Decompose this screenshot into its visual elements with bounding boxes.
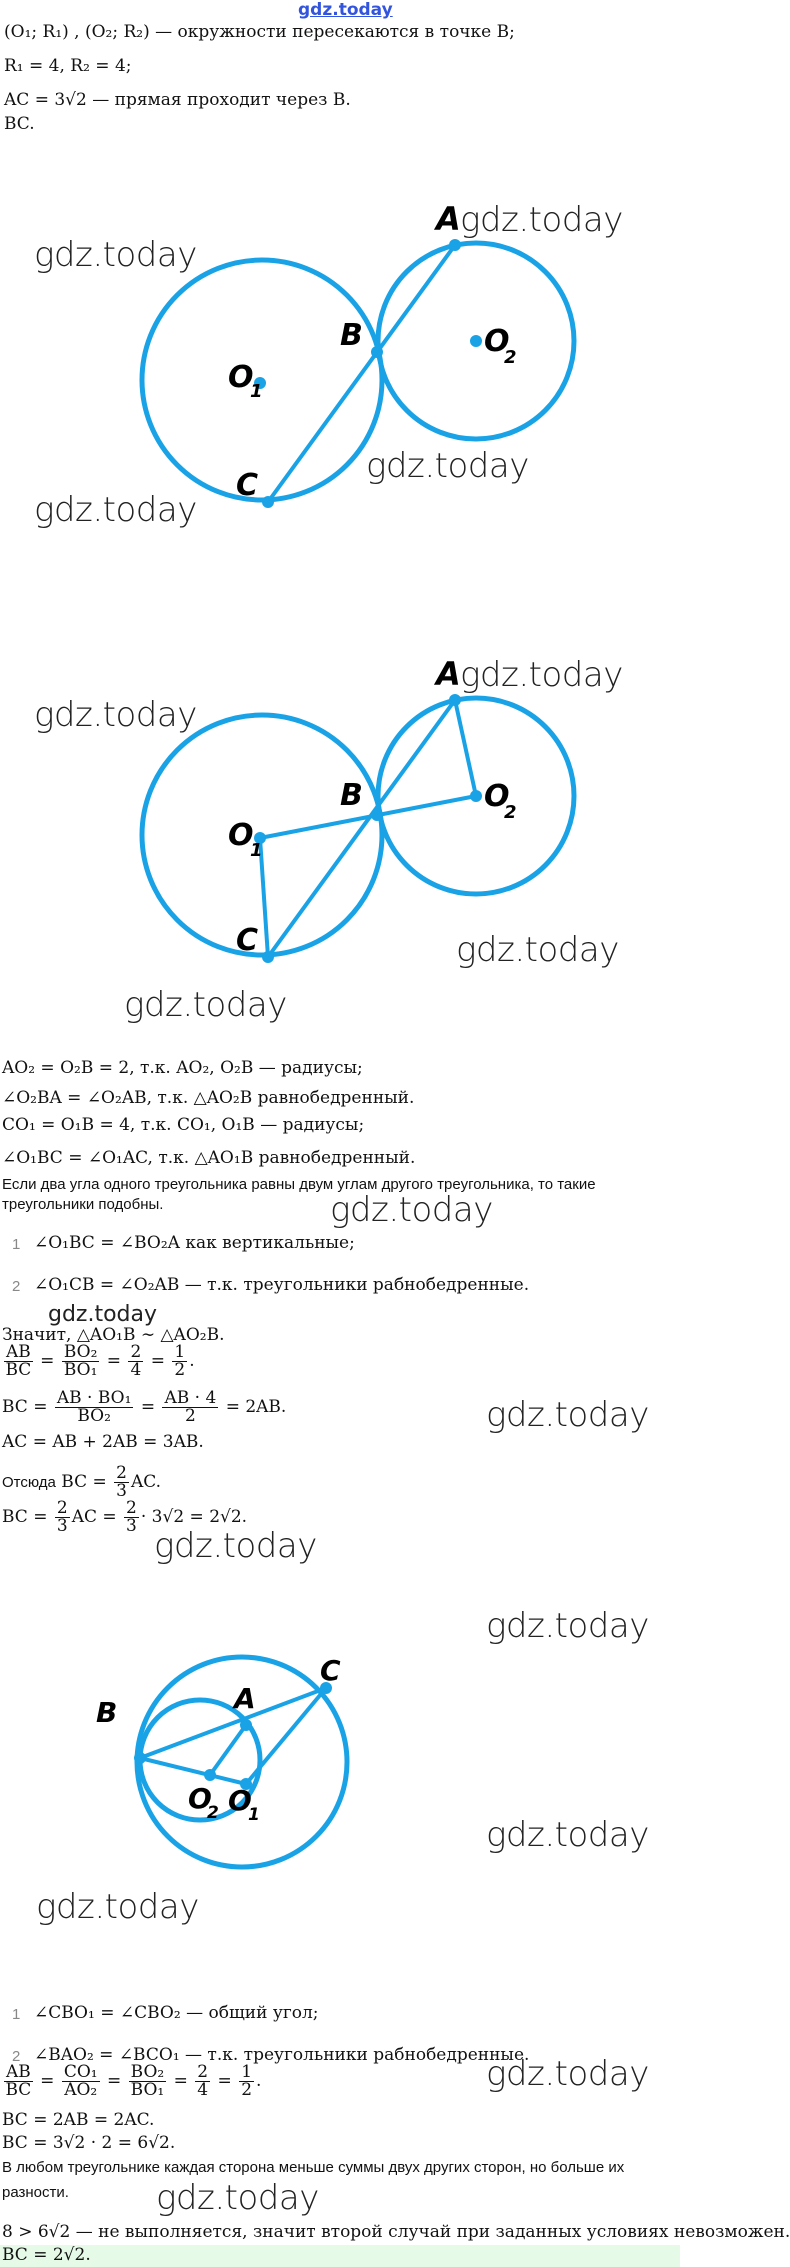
point-a (449, 694, 461, 706)
label-o1: O (228, 1784, 252, 1817)
point-b (134, 1752, 146, 1764)
label-o2: O (484, 779, 510, 814)
label-o1-sub: 1 (250, 381, 263, 402)
watermark: gdz.today (34, 235, 197, 275)
label-o1-sub: 1 (250, 840, 263, 861)
watermark: gdz.today (366, 446, 529, 486)
watermark: gdz.today (456, 930, 619, 970)
label-o2-sub: 2 (504, 802, 517, 823)
watermark: gdz.today (330, 1190, 493, 1230)
given-circles: (O₁; R₁) , (O₂; R₂) — окружности пересекаются в точке B; (4, 22, 515, 42)
point-a (449, 239, 461, 251)
watermark: gdz.today (460, 655, 623, 695)
list-number: 2 (12, 2048, 21, 2065)
given-radii: R₁ = 4, R₂ = 4; (4, 56, 132, 76)
label-a: A (436, 200, 461, 238)
solution-line: Если два угла одного треугольника равны двум углам другого треугольника, то такие (2, 1176, 596, 1193)
list-number: 1 (12, 1236, 21, 1253)
solution-line: BC = 3√2 · 2 = 6√2. (2, 2133, 176, 2153)
point-o2 (204, 1769, 216, 1781)
label-o2-sub: 2 (504, 347, 517, 368)
watermark: gdz.today (48, 1302, 158, 1327)
watermark: gdz.today (156, 2178, 319, 2218)
solution-line: ∠O₁BC = ∠O₁AC, т.к. △AO₁B равнобедренный. (2, 1148, 416, 1168)
solution-line: AO₂ = O₂B = 2, т.к. AO₂, O₂B — радиусы; (2, 1058, 363, 1078)
bc-result-line: BC = $\frac{2}{3}$ AC = $\frac{2}{3}$ · 3√2 = 2√2. (2, 1498, 248, 1536)
label-o2: O (484, 324, 510, 359)
site-logo[interactable]: gdz.today (298, 0, 393, 20)
solution-line: CO₁ = O₁B = 4, т.к. CO₁, O₁B — радиусы; (2, 1115, 365, 1135)
label-b: B (340, 778, 363, 813)
solution-line: разности. (2, 2184, 69, 2201)
list-number: 2 (12, 1278, 21, 1295)
watermark: gdz.today (486, 1395, 649, 1435)
watermark: gdz.today (34, 490, 197, 530)
label-b: B (340, 318, 363, 353)
list-item: ∠O₁BC = ∠BO₂A как вертикальные; (34, 1233, 355, 1253)
watermark: gdz.today (36, 1887, 199, 1927)
label-o2: O (188, 1782, 212, 1815)
proportion-line: $\frac{AB}{BC}$ = $\frac{\text{BO₂}}{\text{BO₁}}$ = $\frac{2}{4}$ = $\frac{1}{2}$ . (5, 1342, 195, 1380)
solution-line: AC = AB + 2AB = 3AB. (2, 1432, 204, 1452)
watermark: gdz.today (486, 2054, 649, 2094)
line-ac (268, 700, 455, 957)
watermark: gdz.today (486, 1606, 649, 1646)
label-c: C (236, 923, 259, 958)
label-c: C (236, 468, 259, 503)
point-o2 (470, 335, 482, 347)
label-o1-sub: 1 (248, 1805, 260, 1825)
line-ao2 (455, 700, 476, 796)
line-o1o2 (260, 796, 476, 838)
answer-highlight (0, 2245, 680, 2267)
point-b (371, 346, 383, 358)
watermark: gdz.today (154, 1526, 317, 1566)
label-o2-sub: 2 (207, 1803, 219, 1823)
list-item: ∠BAO₂ = ∠BCO₁ — т.к. треугольники рабнобедренные. (34, 2045, 530, 2065)
line-bo1 (140, 1758, 246, 1784)
label-o1: O (228, 818, 254, 853)
label-a: A (436, 655, 461, 693)
watermark: gdz.today (486, 1815, 649, 1855)
label-c: C (320, 1654, 341, 1687)
solution-line: ∠O₂BA = ∠O₂AB, т.к. △AO₂B равнобедренный. (2, 1088, 415, 1108)
watermark: gdz.today (124, 985, 287, 1025)
point-c (262, 951, 274, 963)
proportion-line: $\frac{AB}{BC}$ = $\frac{\text{CO₁}}{\text{AO₂}}$ = $\frac{\text{BO₂}}{\text{BO₁}}$ = $\frac{2}{4}$ = $\frac{1}{2}$ . (5, 2062, 262, 2100)
label-o1: O (228, 360, 254, 395)
bc-expression-line: BC = $\frac{\text{AB · BO₁}}{\text{BO₂}}$ = $\frac{AB \cdot 4}{2}$ = 2AB. (2, 1388, 287, 1426)
solution-line: треугольники подобны. (2, 1196, 164, 1213)
solution-line: 8 > 6√2 — не выполняется, значит второй случай при заданных условиях невозможен. (2, 2222, 790, 2242)
solution-line: BC = 2AB = 2AC. (2, 2110, 155, 2130)
final-answer: BC = 2√2. (2, 2245, 91, 2265)
find-bc: BC. (4, 114, 35, 134)
watermark: gdz.today (34, 695, 197, 735)
solution-line: Значит, △AO₁B ∼ △AO₂B. (2, 1325, 225, 1345)
line-ao2 (210, 1725, 246, 1775)
label-a: A (234, 1682, 256, 1715)
list-number: 1 (12, 2006, 21, 2023)
solution-line: В любом треугольнике каждая сторона меньше суммы двух других сторон, но больше их (2, 2159, 625, 2176)
list-item: ∠O₁CB = ∠O₂AB — т.к. треугольники рабнобедренные. (34, 1275, 530, 1295)
point-a (240, 1719, 252, 1731)
ac-relation-line: Отсюда BC = $\frac{2}{3}$ AC. (2, 1463, 162, 1501)
point-o2 (470, 790, 482, 802)
point-c (262, 496, 274, 508)
point-b (371, 809, 383, 821)
list-item: ∠CBO₁ = ∠CBO₂ — общий угол; (34, 2003, 319, 2023)
label-b: B (96, 1696, 118, 1729)
watermark: gdz.today (460, 200, 623, 240)
given-ac: AC = 3√2 — прямая проходит через B. (4, 90, 351, 110)
